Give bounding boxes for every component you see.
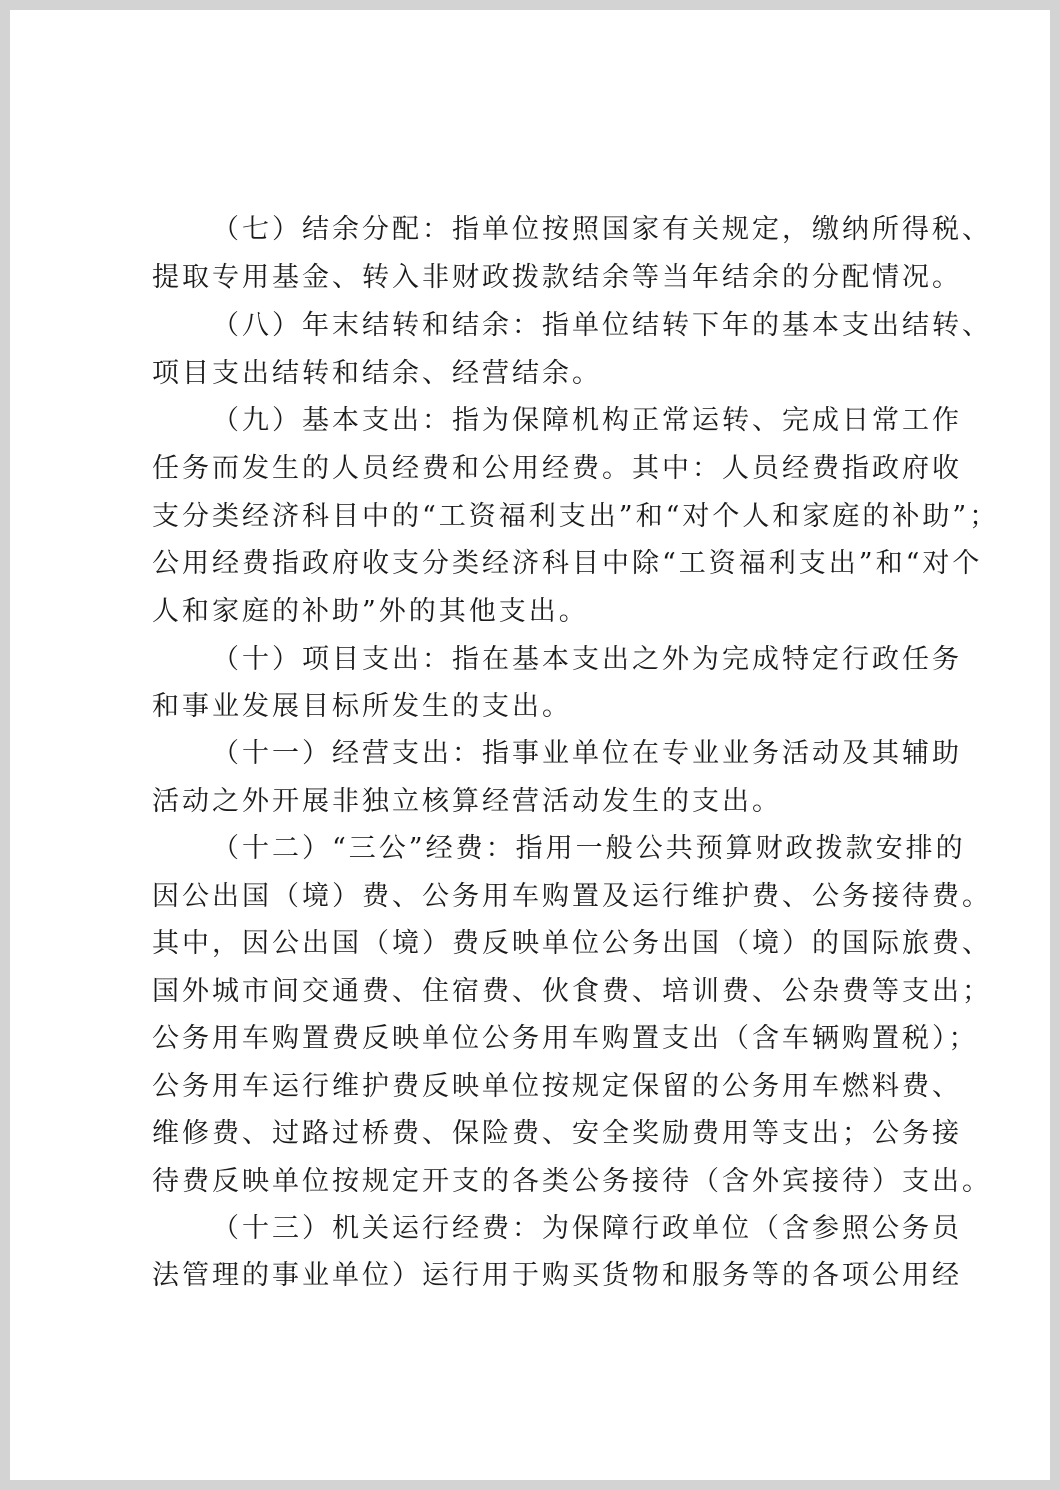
text-line: 公务用车购置费反映单位公务用车购置支出（含车辆购置税）；: [152, 1023, 979, 1054]
text-line: 国外城市间交通费、住宿费、伙食费、培训费、公杂费等支出；: [152, 976, 992, 1007]
text-line: 人和家庭的补助”外的其他支出。: [152, 596, 589, 627]
text-line: （十二）“三公”经费：指用一般公共预算财政拨款安排的: [212, 833, 966, 864]
text-line: 公用经费指政府收支分类经济科目中除“工资福利支出”和“对个: [152, 548, 983, 579]
text-line: （九）基本支出：指为保障机构正常运转、完成日常工作: [212, 405, 962, 436]
document-page: [10, 10, 1050, 1480]
text-line: （八）年末结转和结余：指单位结转下年的基本支出结转、: [212, 310, 992, 341]
text-line: 活动之外开展非独立核算经营活动发生的支出。: [152, 786, 782, 817]
text-line: 任务而发生的人员经费和公用经费。其中：人员经费指政府收: [152, 453, 962, 484]
text-line: 其中，因公出国（境）费反映单位公务出国（境）的国际旅费、: [152, 928, 992, 959]
text-line: 因公出国（境）费、公务用车购置及运行维护费、公务接待费。: [152, 881, 992, 912]
text-line: （十一）经营支出：指事业单位在专业业务活动及其辅助: [212, 738, 962, 769]
text-line: 维修费、过路过桥费、保险费、安全奖励费用等支出；公务接: [152, 1118, 962, 1149]
text-line: 公务用车运行维护费反映单位按规定保留的公务用车燃料费、: [152, 1071, 962, 1102]
text-line: 待费反映单位按规定开支的各类公务接待（含外宾接待）支出。: [152, 1166, 992, 1197]
text-line: 支分类经济科目中的“工资福利支出”和“对个人和家庭的补助”；: [152, 501, 1000, 532]
text-line: （七）结余分配：指单位按照国家有关规定，缴纳所得税、: [212, 214, 992, 245]
text-line: 和事业发展目标所发生的支出。: [152, 691, 572, 722]
text-line: （十）项目支出：指在基本支出之外为完成特定行政任务: [212, 644, 962, 675]
text-line: 项目支出结转和结余、经营结余。: [152, 358, 602, 389]
text-line: （十三）机关运行经费：为保障行政单位（含参照公务员: [212, 1213, 962, 1244]
text-line: 法管理的事业单位）运行用于购买货物和服务等的各项公用经: [152, 1260, 962, 1291]
text-line: 提取专用基金、转入非财政拨款结余等当年结余的分配情况。: [152, 262, 962, 293]
